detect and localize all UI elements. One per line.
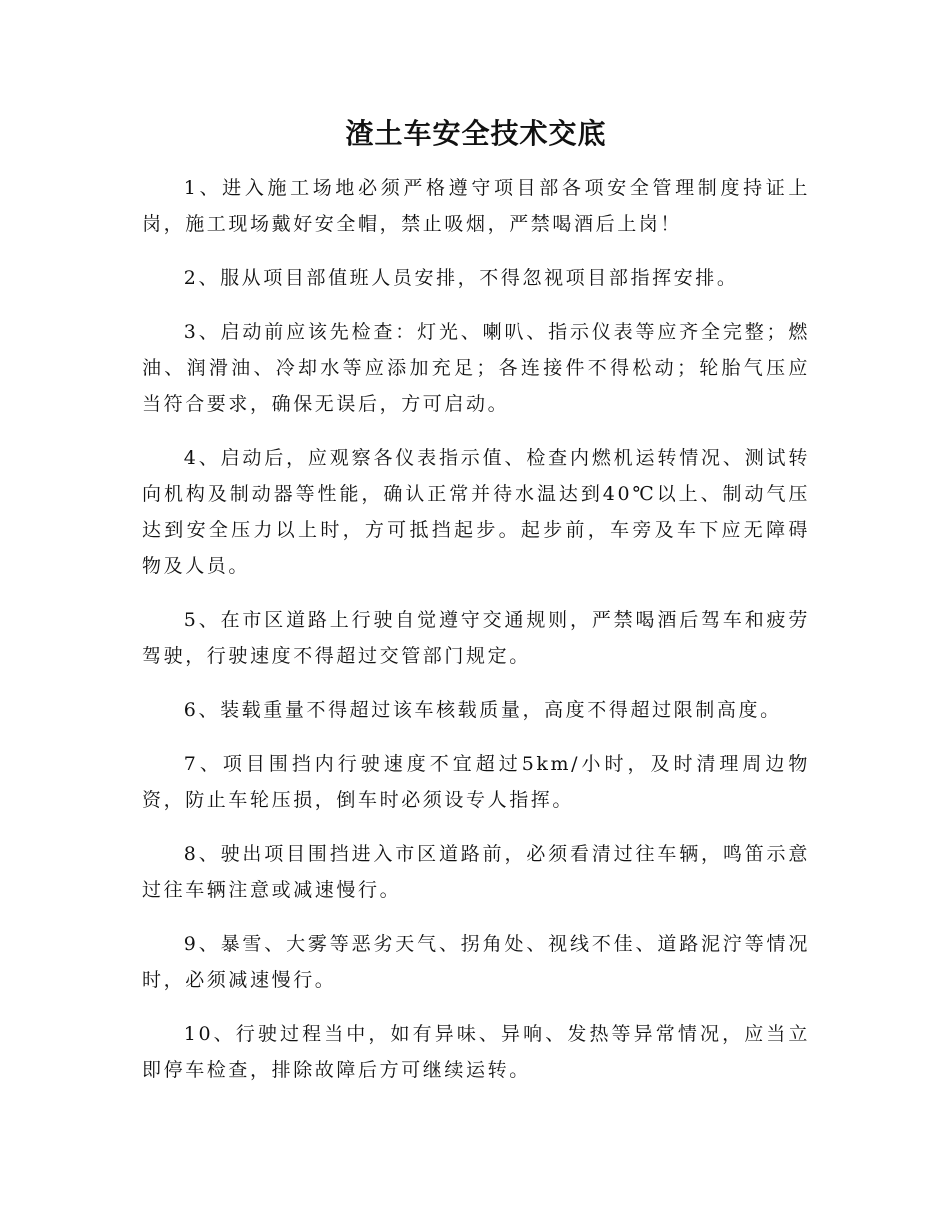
paragraph-5: 5、在市区道路上行驶自觉遵守交通规则，严禁喝酒后驾车和疲劳驾驶，行驶速度不得超过交管部门规定。 — [142, 609, 810, 667]
paragraph-3: 3、启动前应该先检查：灯光、喇叭、指示仪表等应齐全完整；燃油、润滑油、冷却水等应添加充足；各连接件不得松动；轮胎气压应当符合要求，确保无误后，方可启动。 — [142, 321, 810, 415]
document-title: 渣土车安全技术交底 — [345, 117, 607, 150]
paragraph-1: 1、进入施工场地必须严格遵守项目部各项安全管理制度持证上岗，施工现场戴好安全帽，禁止吸烟，严禁喝酒后上岗！ — [142, 177, 810, 235]
paragraph-2: 2、服从项目部值班人员安排，不得忽视项目部指挥安排。 — [183, 267, 739, 289]
paragraph-7: 7、项目围挡内行驶速度不宜超过5km/小时，及时清理周边物资，防止车轮压损，倒车时必须设专人指挥。 — [142, 753, 810, 811]
paragraph-10: 10、行驶过程当中，如有异味、异响、发热等异常情况，应当立即停车检查，排除故障后方可继续运转。 — [142, 1023, 810, 1081]
paragraph-6: 6、装载重量不得超过该车核载质量，高度不得超过限制高度。 — [183, 699, 782, 721]
paragraph-4: 4、启动后，应观察各仪表指示值、检查内燃机运转情况、测试转向机构及制动器等性能，确认正常并待水温达到40℃以上、制动气压达到安全压力以上时，方可抵挡起步。起步前，车旁及车下应无障碍物及人员。 — [142, 447, 810, 577]
paragraph-9: 9、暴雪、大雾等恶劣天气、拐角处、视线不佳、道路泥泞等情况时，必须减速慢行。 — [142, 933, 810, 991]
paragraph-8: 8、驶出项目围挡进入市区道路前，必须看清过往车辆，鸣笛示意过往车辆注意或减速慢行。 — [142, 843, 810, 901]
